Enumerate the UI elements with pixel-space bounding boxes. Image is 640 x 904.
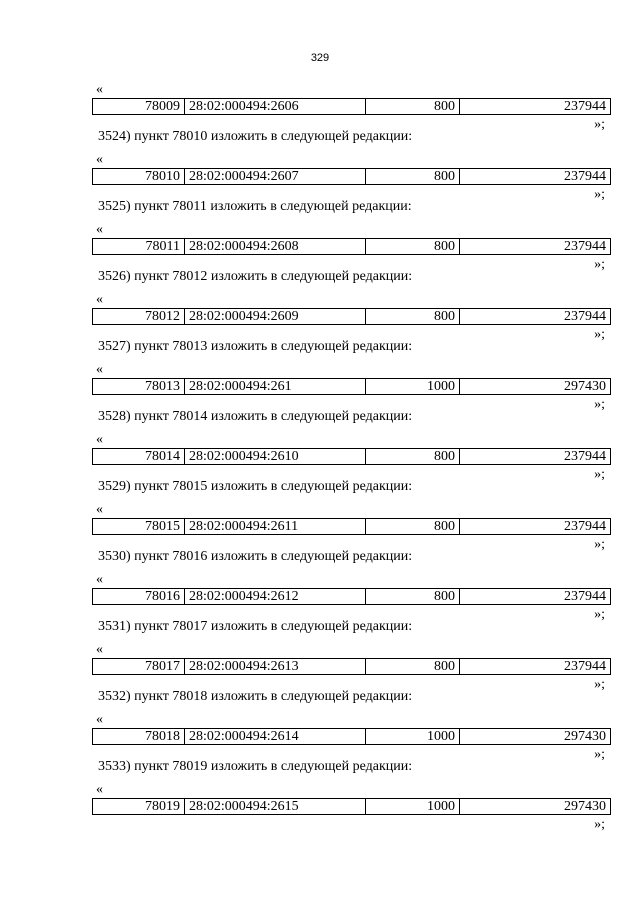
area-cell: 1000 <box>366 799 460 814</box>
amendment-instruction: 3528) пункт 78014 изложить в следующей редакции: <box>98 409 413 424</box>
row-number-cell: 78015 <box>93 519 185 534</box>
row-number-cell: 78017 <box>93 659 185 674</box>
row-number-cell: 78013 <box>93 379 185 394</box>
closing-quote: »; <box>594 467 605 482</box>
opening-quote: « <box>96 222 103 237</box>
cadastral-number-cell: 28:02:000494:2610 <box>185 449 366 464</box>
amendment-instruction: 3525) пункт 78011 изложить в следующей редакции: <box>98 199 412 214</box>
opening-quote: « <box>96 712 103 727</box>
amendment-block <box>92 759 611 832</box>
cadastral-number-cell: 28:02:000494:2613 <box>185 659 366 674</box>
area-cell: 800 <box>366 589 460 604</box>
row-number-cell: 78016 <box>93 589 185 604</box>
value-cell: 297430 <box>564 729 606 744</box>
table-row <box>92 378 611 395</box>
page-number: 329 <box>310 52 330 64</box>
row-number-cell: 78014 <box>93 449 185 464</box>
closing-quote: »; <box>594 117 605 132</box>
table-row <box>92 798 611 815</box>
closing-quote: »; <box>594 187 605 202</box>
closing-quote: »; <box>594 817 605 832</box>
document-body <box>92 80 611 832</box>
amendment-block <box>92 129 611 202</box>
table-row <box>92 448 611 465</box>
row-number-cell: 78011 <box>93 239 185 254</box>
closing-quote: »; <box>594 607 605 622</box>
table-row <box>92 308 611 325</box>
amendment-block <box>92 409 611 482</box>
amendment-instruction: 3533) пункт 78019 изложить в следующей редакции: <box>98 759 413 774</box>
closing-quote: »; <box>594 747 605 762</box>
amendment-block <box>92 549 611 622</box>
area-cell: 1000 <box>366 729 460 744</box>
area-cell: 800 <box>366 239 460 254</box>
amendment-instruction: 3529) пункт 78015 изложить в следующей редакции: <box>98 479 413 494</box>
table-row <box>92 658 611 675</box>
opening-quote: « <box>96 292 103 307</box>
area-cell: 800 <box>366 169 460 184</box>
cadastral-number-cell: 28:02:000494:2612 <box>185 589 366 604</box>
amendment-instruction: 3532) пункт 78018 изложить в следующей редакции: <box>98 689 413 704</box>
opening-quote: « <box>96 152 103 167</box>
amendment-block <box>92 479 611 552</box>
cadastral-number-cell: 28:02:000494:2606 <box>185 99 366 114</box>
table-row <box>92 238 611 255</box>
opening-quote: « <box>96 502 103 517</box>
area-cell: 800 <box>366 519 460 534</box>
amendment-block <box>92 619 611 692</box>
value-cell: 237944 <box>564 239 606 254</box>
row-number-cell: 78009 <box>93 99 185 114</box>
value-cell: 237944 <box>564 99 606 114</box>
table-row <box>92 518 611 535</box>
opening-quote: « <box>96 82 103 97</box>
area-cell: 800 <box>366 99 460 114</box>
amendment-instruction: 3531) пункт 78017 изложить в следующей редакции: <box>98 619 413 634</box>
cadastral-number-cell: 28:02:000494:2615 <box>185 799 366 814</box>
value-cell: 237944 <box>564 309 606 324</box>
cadastral-number-cell: 28:02:000494:2608 <box>185 239 366 254</box>
table-row <box>92 728 611 745</box>
amendment-block <box>92 199 611 272</box>
closing-quote: »; <box>594 537 605 552</box>
area-cell: 800 <box>366 309 460 324</box>
table-row <box>92 98 611 115</box>
opening-quote: « <box>96 432 103 447</box>
amendment-block <box>92 689 611 762</box>
amendment-instruction: 3524) пункт 78010 изложить в следующей редакции: <box>98 129 413 144</box>
closing-quote: »; <box>594 327 605 342</box>
amendment-block <box>92 269 611 342</box>
value-cell: 237944 <box>564 589 606 604</box>
value-cell: 297430 <box>564 799 606 814</box>
amendment-instruction: 3530) пункт 78016 изложить в следующей редакции: <box>98 549 413 564</box>
amendment-instruction: 3526) пункт 78012 изложить в следующей редакции: <box>98 269 413 284</box>
closing-quote: »; <box>594 397 605 412</box>
value-cell: 237944 <box>564 449 606 464</box>
value-cell: 297430 <box>564 379 606 394</box>
row-number-cell: 78018 <box>93 729 185 744</box>
table-row <box>92 588 611 605</box>
cadastral-number-cell: 28:02:000494:2614 <box>185 729 366 744</box>
closing-quote: »; <box>594 257 605 272</box>
cadastral-number-cell: 28:02:000494:261 <box>185 379 366 394</box>
row-number-cell: 78010 <box>93 169 185 184</box>
amendment-block <box>92 339 611 412</box>
cadastral-number-cell: 28:02:000494:2609 <box>185 309 366 324</box>
area-cell: 1000 <box>366 379 460 394</box>
area-cell: 800 <box>366 659 460 674</box>
closing-quote: »; <box>594 677 605 692</box>
cadastral-number-cell: 28:02:000494:2607 <box>185 169 366 184</box>
row-number-cell: 78012 <box>93 309 185 324</box>
value-cell: 237944 <box>564 519 606 534</box>
opening-quote: « <box>96 572 103 587</box>
amendment-block <box>92 80 611 132</box>
opening-quote: « <box>96 782 103 797</box>
value-cell: 237944 <box>564 169 606 184</box>
row-number-cell: 78019 <box>93 799 185 814</box>
area-cell: 800 <box>366 449 460 464</box>
table-row <box>92 168 611 185</box>
amendment-instruction: 3527) пункт 78013 изложить в следующей редакции: <box>98 339 413 354</box>
opening-quote: « <box>96 642 103 657</box>
cadastral-number-cell: 28:02:000494:2611 <box>185 519 366 534</box>
opening-quote: « <box>96 362 103 377</box>
value-cell: 237944 <box>564 659 606 674</box>
